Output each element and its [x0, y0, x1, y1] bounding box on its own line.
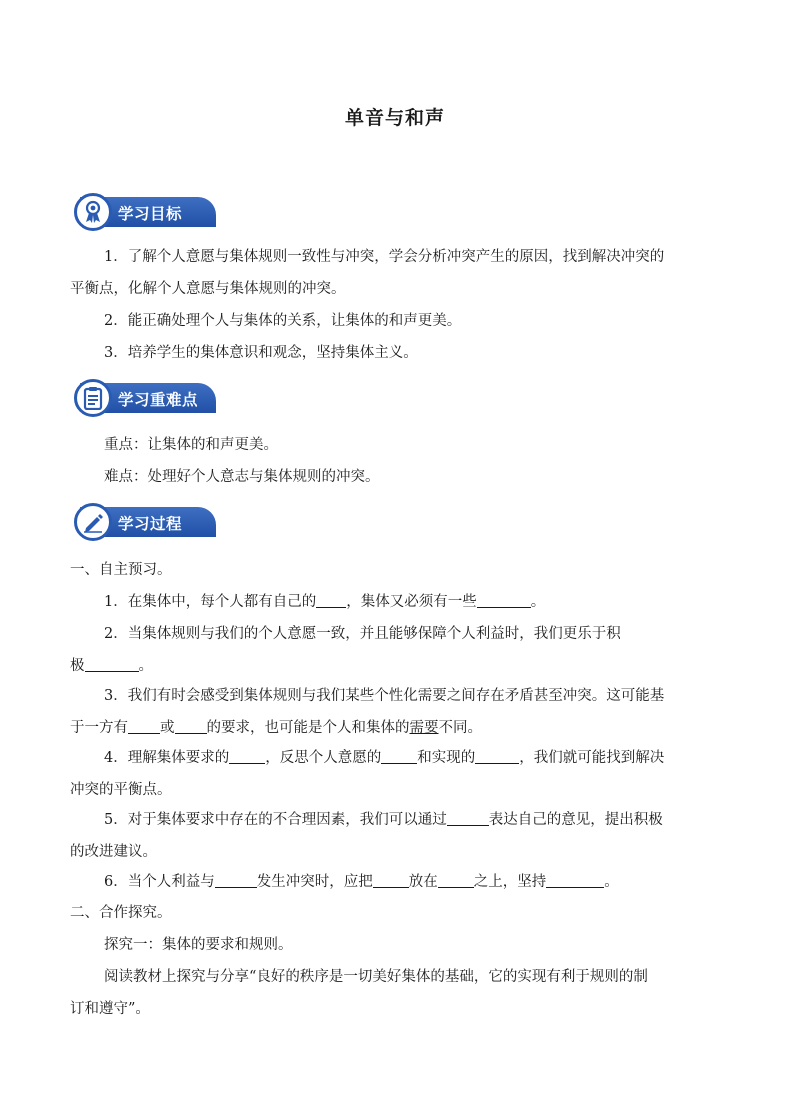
section-label-key: 学习重难点 — [118, 391, 199, 409]
goal-1-line-1: 1．了解个人意愿与集体规则一致性与冲突，学会分析冲突产生的原因，找到解决冲突的 — [104, 249, 665, 265]
fill-blank[interactable] — [447, 807, 489, 826]
goal-1-line-2: 平衡点，化解个人意愿与集体规则的冲突。 — [70, 281, 346, 297]
section-banner-process — [74, 502, 216, 542]
goal-2: 2．能正确处理个人与集体的关系，让集体的和声更美。 — [104, 313, 462, 329]
reading-task-line-2: 订和遵守”。 — [70, 1001, 150, 1017]
difficult-point: 难点：处理好个人意志与集体规则的冲突。 — [104, 469, 380, 485]
fill-blank[interactable] — [175, 715, 207, 734]
question-5-line-2: 的改进建议。 — [70, 844, 157, 860]
question-5-line-1: 5．对于集体要求中存在的不合理因素，我们可以通过 表达自己的意见，提出积极 — [104, 804, 720, 836]
fill-blank[interactable] — [475, 745, 519, 764]
pencil-icon — [74, 503, 112, 541]
goal-3: 3．培养学生的集体意识和观念，坚持集体主义。 — [104, 345, 418, 361]
section-banner-goals — [74, 192, 216, 232]
fill-blank[interactable] — [316, 589, 346, 608]
part-2-heading: 二、合作探究。 — [70, 905, 172, 921]
part-1-heading: 一、自主预习。 — [70, 562, 172, 578]
question-4-line-2: 冲突的平衡点。 — [70, 782, 172, 798]
fill-blank[interactable] — [229, 745, 265, 764]
fill-blank[interactable] — [477, 589, 531, 608]
fill-blank[interactable] — [381, 745, 417, 764]
question-1: 1．在集体中，每个人都有自己的 ，集体又必须有一些 。 — [104, 586, 720, 618]
page-title: 单音与和声 — [344, 107, 445, 129]
fill-blank[interactable] — [546, 869, 604, 888]
question-6: 6．当个人利益与 发生冲突时，应把 放在 之上，坚持 。 — [104, 866, 720, 898]
key-point: 重点：让集体的和声更美。 — [104, 437, 278, 453]
fill-blank[interactable] — [215, 869, 257, 888]
explore-1-heading: 探究一：集体的要求和规则。 — [104, 937, 293, 953]
question-2-line-2: 极 。 — [70, 650, 720, 682]
section-label-process: 学习过程 — [118, 515, 183, 533]
fill-blank[interactable] — [128, 715, 160, 734]
question-3-line-2: 于一方有 或 的要求，也可能是个人和集体的需要不同。 — [70, 712, 720, 744]
reading-task-line-1: 阅读教材上探究与分享“良好的秩序是一切美好集体的基础，它的实现有利于规则的制 — [104, 969, 648, 985]
award-ribbon-icon — [74, 193, 112, 231]
section-banner-key — [74, 378, 216, 418]
question-4-line-1: 4．理解集体要求的 ，反思个人意愿的 和实现的 ，我们就可能找到解决 — [104, 742, 720, 774]
question-3-line-1: 3．我们有时会感受到集体规则与我们某些个性化需要之间存在矛盾甚至冲突。这可能基 — [104, 688, 665, 704]
fill-blank[interactable] — [373, 869, 409, 888]
question-2-line-1: 2．当集体规则与我们的个人意愿一致，并且能够保障个人利益时，我们更乐于积 — [104, 626, 621, 642]
section-label-goals: 学习目标 — [118, 205, 183, 223]
fill-blank[interactable] — [438, 869, 474, 888]
fill-blank[interactable] — [85, 653, 139, 672]
clipboard-icon — [74, 379, 112, 417]
